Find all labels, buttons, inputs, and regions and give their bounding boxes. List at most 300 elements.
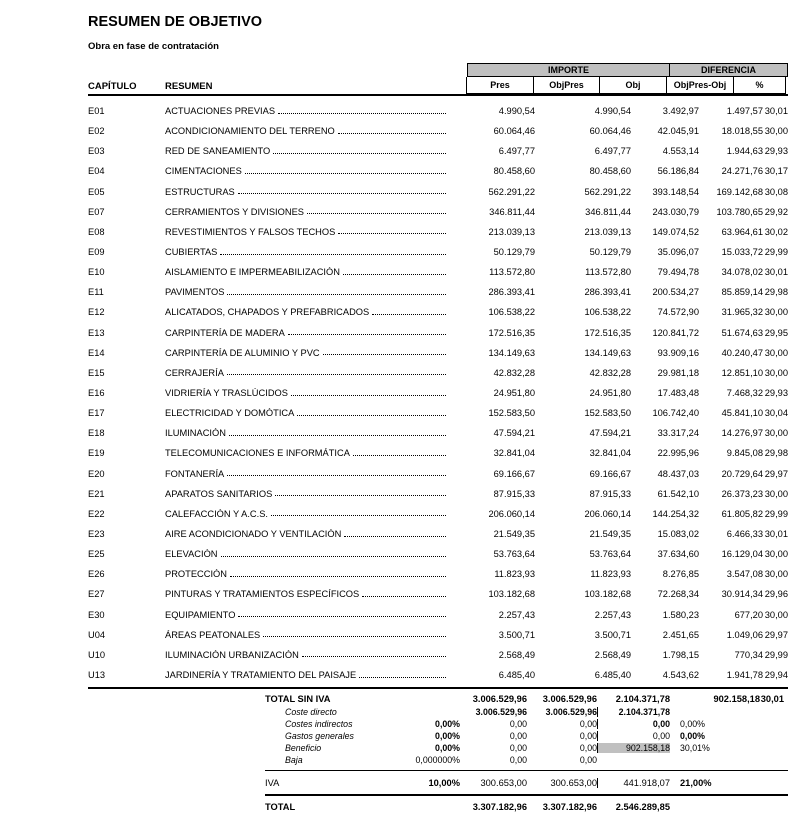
cell-objpres: 2.257,43 [594,609,631,620]
cell-objpres: 286.393,41 [584,287,631,298]
iva-obj: 441.918,07 [597,778,670,788]
chapter-resumen-text: PINTURAS Y TRATAMIENTOS ESPECÍFICOS [165,589,360,600]
cell-obj: 200.534,27 [652,287,699,298]
chapter-resumen-text: ÁREAS PEATONALES [165,629,261,640]
chapter-code: E03 [88,146,105,157]
cell-objpres: 106.538,22 [584,307,631,318]
chapter-resumen-text: VIDRIERÍA Y TRASLÚCIDOS [165,388,288,399]
chapter-resumen-text: CALEFACCIÓN Y A.C.S. [165,508,268,519]
cell-pres: 69.166,67 [493,468,535,479]
iva-row [88,771,788,794]
table-row [88,584,788,604]
cell-objpres: 60.064,46 [589,126,631,137]
cell-pres: 11.823,93 [494,569,535,580]
cell-obj: 120.841,72 [652,327,699,338]
breakdown-rate: 0,00% [435,731,460,741]
chapter-code: E11 [88,287,104,298]
cell-pres: 134.149,63 [488,347,535,358]
cell-objpres: 152.583,50 [584,408,631,419]
cell-obj: 1.580,23 [662,609,699,620]
chapter-resumen [165,247,447,257]
breakdown-pres: 0,00 [509,719,527,729]
chapter-resumen-text: ACTUACIONES PREVIAS [165,106,276,117]
cell-objpres: 6.497,77 [594,146,631,157]
chapter-resumen [165,368,447,378]
chapter-rows [88,101,788,685]
cell-pres: 106.538,22 [488,307,535,318]
group-header-spacer [88,63,467,77]
cell-pct: 29,96 [764,589,788,600]
table-footer [88,691,788,818]
cell-objpres: 6.485,40 [594,670,631,680]
cell-objpres-obj: 30.914,34 [721,589,763,600]
cell-pres: 6.485,40 [498,670,535,680]
cell-objpres: 103.182,68 [584,589,631,600]
breakdown-pres: 0,00 [509,755,527,765]
chapter-code: E13 [88,327,105,338]
breakdown-label: Gastos generales [285,731,354,741]
cell-objpres-obj: 1.941,78 [726,670,763,680]
dot-leader [372,314,446,315]
table-row [88,423,788,443]
cell-objpres-obj: 26.373,23 [721,488,763,499]
table-row [88,645,788,665]
group-header-importe: IMPORTE [467,63,670,77]
cell-pres: 206.060,14 [488,508,535,519]
cell-objpres-obj: 103.780,65 [716,206,763,217]
chapter-resumen-text: PROTECCIÓN [165,569,227,580]
cell-pct: 30,00 [764,347,788,358]
table-row [88,625,788,645]
dot-leader [359,677,446,678]
cell-objpres-obj: 24.271,76 [721,166,763,177]
table-row [88,343,788,363]
cell-pres: 286.393,41 [488,287,535,298]
cell-objpres: 11.823,93 [590,569,631,580]
chapter-code: E16 [88,388,105,399]
table-row [88,101,788,121]
table-row [88,544,788,564]
total-sin-iva-pct: 30,01 [760,693,784,704]
cell-objpres-obj: 1.497,57 [726,106,763,117]
table-row [88,524,788,544]
cell-objpres-obj: 63.964,61 [721,226,763,237]
table-header [88,63,788,96]
cell-pres: 32.841,04 [493,448,535,459]
cell-obj: 42.045,91 [657,126,699,137]
dot-leader [288,334,446,335]
dot-leader [221,556,446,557]
chapter-resumen-text: FONTANERÍA [165,468,225,479]
cell-objpres: 346.811,44 [585,206,631,217]
cell-objpres-obj: 7.468,32 [726,388,763,399]
table-row [88,504,788,524]
cell-pres: 4.990,54 [498,106,535,117]
table-row [88,282,788,302]
iva-extra-pct: 21,00% [680,777,712,788]
chapter-resumen [165,388,447,398]
breakdown-rate: 0,000000% [415,755,460,765]
dot-leader [323,354,446,355]
cell-pct: 30,00 [764,126,788,137]
iva-objpres: 300.653,00 [550,777,597,788]
chapter-code: E10 [88,267,105,278]
cell-pres: 6.497,77 [498,146,535,157]
cell-pct: 30,01 [764,267,788,278]
total-sin-iva-pres: 3.006.529,96 [472,693,527,704]
cell-pres: 80.458,60 [493,166,535,177]
group-header-diferencia: DIFERENCIA [669,63,788,77]
dot-leader [297,415,446,416]
chapter-resumen-text: REVESTIMIENTOS Y FALSOS TECHOS [165,226,336,237]
cell-pres: 562.291,22 [488,186,535,197]
chapter-code: E09 [88,247,105,258]
cell-obj: 393.148,54 [652,186,699,197]
cell-pct: 30,17 [764,166,788,177]
cell-pct: 29,93 [764,146,788,157]
cell-objpres: 4.990,54 [594,106,631,117]
chapter-resumen-text: EQUIPAMIENTO [165,609,236,620]
cell-obj: 8.276,85 [662,569,699,580]
cell-pres: 172.516,35 [488,327,535,338]
table-row [88,383,788,403]
breakdown-obj: 902.158,18 [597,743,670,753]
dot-leader [275,495,446,496]
chapter-code: E15 [88,367,105,378]
cell-objpres-obj: 14.276,97 [721,428,763,439]
cell-obj: 37.634,60 [657,549,699,560]
column-header-resumen: RESUMEN [165,81,213,92]
chapter-code: E07 [88,206,105,217]
cell-objpres-obj: 169.142,68 [716,186,763,197]
dot-leader [227,374,446,375]
chapter-code: U13 [88,670,106,680]
cell-pct: 29,99 [764,508,788,519]
cell-pres: 152.583,50 [488,408,535,419]
total-sin-iva-label: TOTAL SIN IVA [265,693,331,704]
dot-leader [338,133,446,134]
chapter-code: U10 [88,649,106,660]
chapter-resumen [165,227,447,237]
cell-obj: 144.254,32 [652,508,699,519]
dot-leader [307,213,446,214]
chapter-code: U04 [88,629,106,640]
cell-objpres-obj: 34.078,02 [721,267,763,278]
chapter-resumen [165,348,447,358]
cell-pct: 30,00 [764,428,788,439]
cell-obj: 4.553,14 [662,146,699,157]
cell-objpres: 80.458,60 [589,166,631,177]
chapter-resumen [165,549,447,559]
chapter-resumen-text: RED DE SANEAMIENTO [165,146,271,157]
table-row [88,665,788,685]
cell-pct: 29,94 [764,670,788,680]
chapter-resumen-text: AIRE ACONDICIONADO Y VENTILACIÓN [165,529,342,540]
cell-obj: 56.186,84 [657,166,699,177]
breakdown-objpres: 0,00 [579,743,597,753]
cell-obj: 29.981,18 [657,367,699,378]
chapter-resumen [165,589,447,599]
total-sin-iva-obj: 2.104.371,78 [615,693,670,704]
cell-objpres-obj: 1.944,63 [726,146,763,157]
breakdown-objpres: 0,00 [579,755,597,765]
cell-objpres-obj: 12.851,10 [721,367,763,378]
cell-objpres: 32.841,04 [589,448,631,459]
breakdown-row [88,730,788,742]
cell-obj: 22.995,96 [657,448,699,459]
dot-leader [273,153,446,154]
cell-pct: 30,00 [764,488,788,499]
cell-objpres: 50.129,79 [589,247,631,258]
breakdown-row [88,718,788,730]
chapter-resumen [165,187,447,197]
dot-leader [271,515,446,516]
cell-objpres-obj: 16.129,04 [721,549,763,560]
cell-obj: 35.096,07 [657,247,699,258]
dot-leader [230,576,446,577]
cell-objpres: 134.149,63 [584,347,631,358]
cell-pres: 3.500,71 [498,629,535,640]
dot-leader [227,294,446,295]
total-obj: 2.546.289,85 [615,802,670,812]
cell-pct: 29,99 [764,247,788,258]
chapter-resumen-text: CARPINTERÍA DE ALUMINIO Y PVC [165,347,320,358]
chapter-code: E02 [88,126,105,137]
total-objpres: 3.307.182,96 [542,802,597,812]
column-header-row [88,77,788,94]
chapter-resumen [165,529,447,539]
cell-objpres-obj: 6.466,33 [726,529,763,540]
cell-pct: 30,02 [764,226,788,237]
table-row [88,323,788,343]
cell-pres: 21.549,35 [493,529,535,540]
chapter-resumen-text: AISLAMIENTO E IMPERMEABILIZACIÓN [165,267,340,278]
cell-pres: 346.811,44 [489,206,535,217]
chapter-code: E23 [88,529,105,540]
cell-obj: 79.494,78 [657,267,699,278]
cell-obj: 243.030,79 [652,206,699,217]
cell-pres: 47.594,21 [493,428,535,439]
divider-body-end [88,687,788,689]
table-row [88,403,788,423]
chapter-resumen-text: ACONDICIONAMIENTO DEL TERRENO [165,126,335,137]
cell-objpres-obj: 61.805,82 [721,508,763,519]
dot-leader [263,636,446,637]
table-row [88,484,788,504]
chapter-resumen-text: CIMENTACIONES [165,166,242,177]
cell-objpres: 47.594,21 [589,428,631,439]
table-row [88,302,788,322]
breakdown-row [88,706,788,718]
cell-obj: 17.483,48 [657,388,699,399]
breakdown-objpres: 0,00 [579,731,597,741]
chapter-resumen-text: CERRAJERÍA [165,367,224,378]
chapter-code: E27 [88,589,105,600]
cell-objpres-obj: 51.674,63 [721,327,763,338]
chapter-resumen-text: PAVIMENTOS [165,287,225,298]
cell-obj: 1.798,15 [662,649,699,660]
cell-objpres-obj: 31.965,32 [721,307,763,318]
chapter-resumen [165,207,447,217]
chapter-resumen [165,146,447,156]
dot-leader [238,616,446,617]
table-row [88,242,788,262]
cell-obj: 61.542,10 [657,488,699,499]
breakdown-label: Coste directo [285,707,337,717]
cell-pres: 42.832,28 [493,367,535,378]
cell-obj: 93.909,16 [657,347,699,358]
cell-obj: 4.543,62 [662,670,699,680]
cell-pres: 113.572,80 [489,267,535,278]
dot-leader [291,395,446,396]
cell-objpres: 3.500,71 [594,629,631,640]
breakdown-obj: 2.104.371,78 [597,707,670,717]
chapter-code: E08 [88,226,105,237]
chapter-code: E05 [88,186,105,197]
table-row [88,363,788,383]
cell-objpres-obj: 20.729,64 [721,468,763,479]
cell-pct: 30,04 [764,408,788,419]
chapter-code: E04 [88,166,105,177]
chapter-code: E17 [88,408,105,419]
chapter-resumen-text: ILUMINACIÓN URBANIZACIÓN [165,649,299,660]
table-row [88,161,788,181]
chapter-resumen [165,469,447,479]
chapter-resumen [165,106,447,116]
chapter-resumen [165,267,447,277]
chapter-resumen [165,307,447,317]
cell-obj: 15.083,02 [657,529,699,540]
chapter-code: E14 [88,347,105,358]
table-row [88,564,788,584]
cell-obj: 33.317,24 [657,428,699,439]
page-subtitle: Obra en fase de contratación [88,41,219,52]
cell-pct: 29,92 [764,206,788,217]
breakdown-extra-pct: 0,00% [680,719,705,729]
cell-objpres: 42.832,28 [589,367,631,378]
cell-pct: 29,95 [764,327,788,338]
breakdown-objpres: 3.006.529,96 [545,707,597,717]
cell-obj: 74.572,90 [657,307,699,318]
dot-leader [227,475,446,476]
group-header-row [88,63,788,77]
chapter-resumen [165,166,447,176]
cell-objpres: 562.291,22 [584,186,631,197]
iva-pres: 300.653,00 [480,777,527,788]
column-header-objpres-obj: ObjPres-Obj [666,77,734,94]
chapter-resumen [165,569,447,579]
cell-pct: 29,99 [764,649,788,660]
chapter-resumen-text: ESTRUCTURAS [165,186,235,197]
cell-pct: 30,00 [764,549,788,560]
cell-objpres-obj: 85.859,14 [721,287,763,298]
chapter-resumen [165,630,447,640]
chapter-resumen [165,448,447,458]
breakdown-label: Costes indirectos [285,719,353,729]
table-row [88,605,788,625]
breakdown-label: Beneficio [285,743,322,753]
table-row [88,202,788,222]
cell-pct: 29,97 [764,629,788,640]
table-row [88,222,788,242]
total-label: TOTAL [265,802,296,812]
chapter-code: E18 [88,428,105,439]
cell-objpres: 213.039,13 [584,226,631,237]
cell-objpres-obj: 45.841,10 [721,408,763,419]
cell-pres: 2.568,49 [498,649,535,660]
chapter-code: E20 [88,468,105,479]
chapter-code: E30 [88,609,105,620]
chapter-resumen-text: ALICATADOS, CHAPADOS Y PREFABRICADOS [165,307,370,318]
cell-objpres: 2.568,49 [594,649,631,660]
chapter-code: E21 [88,488,105,499]
dot-leader [278,113,446,114]
breakdown-extra-pct: 30,01% [680,743,710,753]
dot-leader [220,254,446,255]
cell-pct: 30,01 [764,529,788,540]
dot-leader [344,536,446,537]
column-header-pres: Pres [466,77,534,94]
cell-pres: 213.039,13 [488,226,535,237]
dot-leader [245,173,446,174]
breakdown-row [88,742,788,754]
page-title: RESUMEN DE OBJETIVO [88,14,263,30]
chapter-resumen-text: JARDINERÍA Y TRATAMIENTO DEL PAISAJE [165,670,357,680]
cell-objpres: 24.951,80 [589,388,631,399]
breakdown-pres: 3.006.529,96 [475,707,527,717]
chapter-resumen-text: CERRAMIENTOS Y DIVISIONES [165,206,304,217]
cell-pct: 29,97 [764,468,788,479]
chapter-code: E26 [88,569,105,580]
iva-rate: 10,00% [428,777,460,788]
chapter-code: E12 [88,307,105,318]
chapter-resumen-text: ILUMINACIÓN [165,428,226,439]
total-sin-iva-row [88,691,788,706]
cell-pct: 30,08 [764,186,788,197]
chapter-resumen-text: CUBIERTAS [165,247,218,258]
chapter-code: E01 [88,106,105,117]
cell-pct: 30,00 [764,609,788,620]
breakdown-label: Baja [285,755,303,765]
total-sin-iva-objpres: 3.006.529,96 [542,693,597,704]
cell-objpres-obj: 9.845,08 [726,448,763,459]
column-header-obj: Obj [599,77,667,94]
chapter-code: E25 [88,549,105,560]
dot-leader [362,596,446,597]
dot-leader [343,274,446,275]
chapter-resumen [165,610,447,620]
breakdown-obj: 0,00 [597,719,670,729]
dot-leader [229,435,446,436]
cell-objpres: 53.763,64 [589,549,631,560]
cell-obj: 2.451,65 [662,629,699,640]
chapter-resumen-text: ELECTRICIDAD Y DOMÓTICA [165,408,295,419]
dot-leader [353,455,446,456]
chapter-resumen [165,509,447,519]
cell-pct: 29,98 [764,448,788,459]
cell-objpres-obj: 15.033,72 [721,247,763,258]
cell-pct: 30,00 [764,569,788,580]
cell-objpres: 21.549,35 [589,529,631,540]
cell-pct: 30,01 [764,106,788,117]
breakdown-extra-pct: 0,00% [680,731,705,741]
breakdown-objpres: 0,00 [579,719,597,729]
cell-pct: 29,98 [764,287,788,298]
total-row [88,796,788,818]
cell-objpres-obj: 770,34 [734,649,763,660]
cell-obj: 3.492,97 [662,106,699,117]
total-pres: 3.307.182,96 [472,802,527,812]
